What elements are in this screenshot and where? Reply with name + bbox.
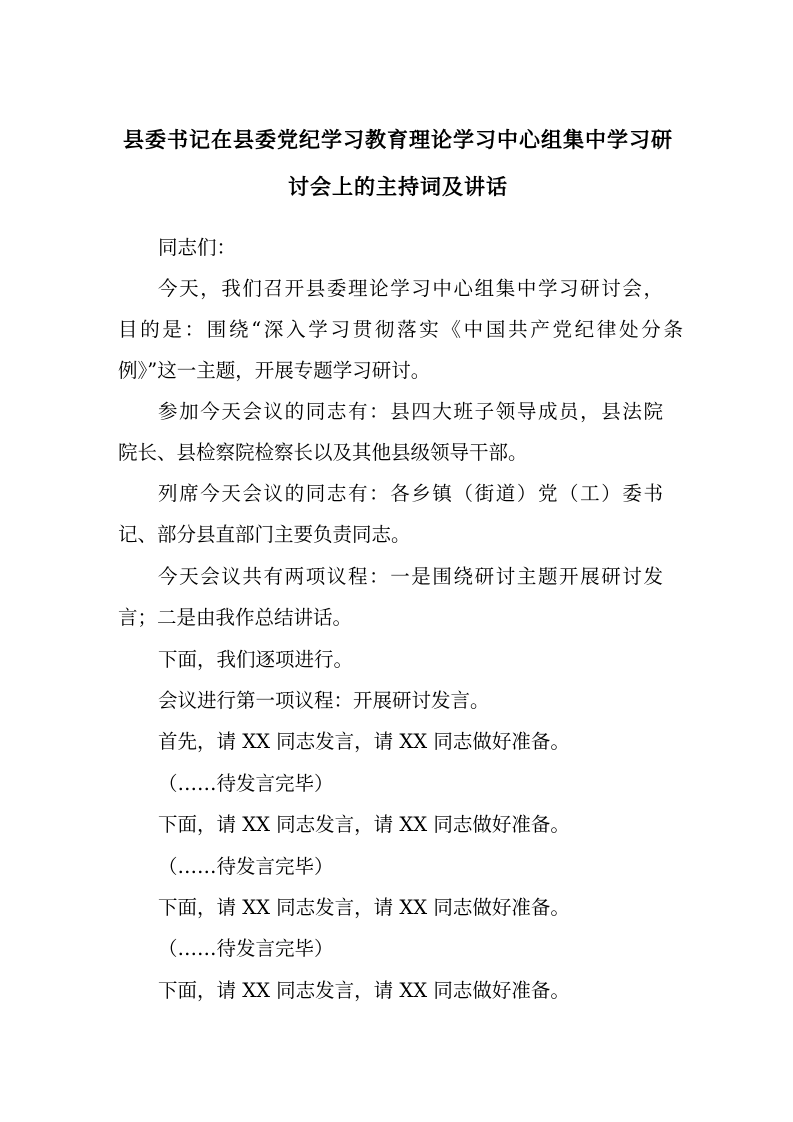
paragraph-line: 目的是：围绕“深入学习贯彻落实《中国共产党纪律处分条 — [118, 318, 683, 341]
paragraph-line: 记、部分县直部门主要负责同志。 — [118, 523, 411, 546]
paragraph-line: 参加今天会议的同志有：县四大班子领导成员，县法院 — [158, 400, 663, 423]
paragraph-line: （……待发言完毕） — [158, 855, 334, 878]
paragraph-line: 院长、县检察院检察长以及其他县级领导干部。 — [118, 441, 528, 464]
paragraph-line: 言；二是由我作总结讲话。 — [118, 606, 353, 629]
paragraph-line: 下面，请 XX 同志发言，请 XX 同志做好准备。 — [158, 896, 570, 919]
paragraph-line: 今天，我们召开县委理论学习中心组集中学习研讨会， — [158, 277, 663, 300]
document-title-line-2: 讨会上的主持词及讲话 — [288, 175, 508, 199]
paragraph-line: （……待发言完毕） — [158, 937, 334, 960]
paragraph-line: 下面，请 XX 同志发言，请 XX 同志做好准备。 — [158, 813, 570, 836]
paragraph-line: 下面，我们逐项进行。 — [158, 648, 354, 671]
paragraph-line: 首先，请 XX 同志发言，请 XX 同志做好准备。 — [158, 730, 570, 753]
paragraph-line: 列席今天会议的同志有：各乡镇（街道）党（工）委书 — [158, 482, 663, 505]
document-title-line-1: 县委书记在县委党纪学习教育理论学习中心组集中学习研 — [123, 128, 673, 152]
salutation: 同志们： — [158, 236, 237, 259]
paragraph-line: （……待发言完毕） — [158, 772, 334, 795]
paragraph-line: 会议进行第一项议程：开展研讨发言。 — [158, 689, 490, 712]
paragraph-line: 例》”这一主题，开展专题学习研讨。 — [118, 359, 431, 382]
paragraph-line: 下面，请 XX 同志发言，请 XX 同志做好准备。 — [158, 979, 570, 1002]
paragraph-line: 今天会议共有两项议程：一是围绕研讨主题开展研讨发 — [158, 565, 663, 588]
